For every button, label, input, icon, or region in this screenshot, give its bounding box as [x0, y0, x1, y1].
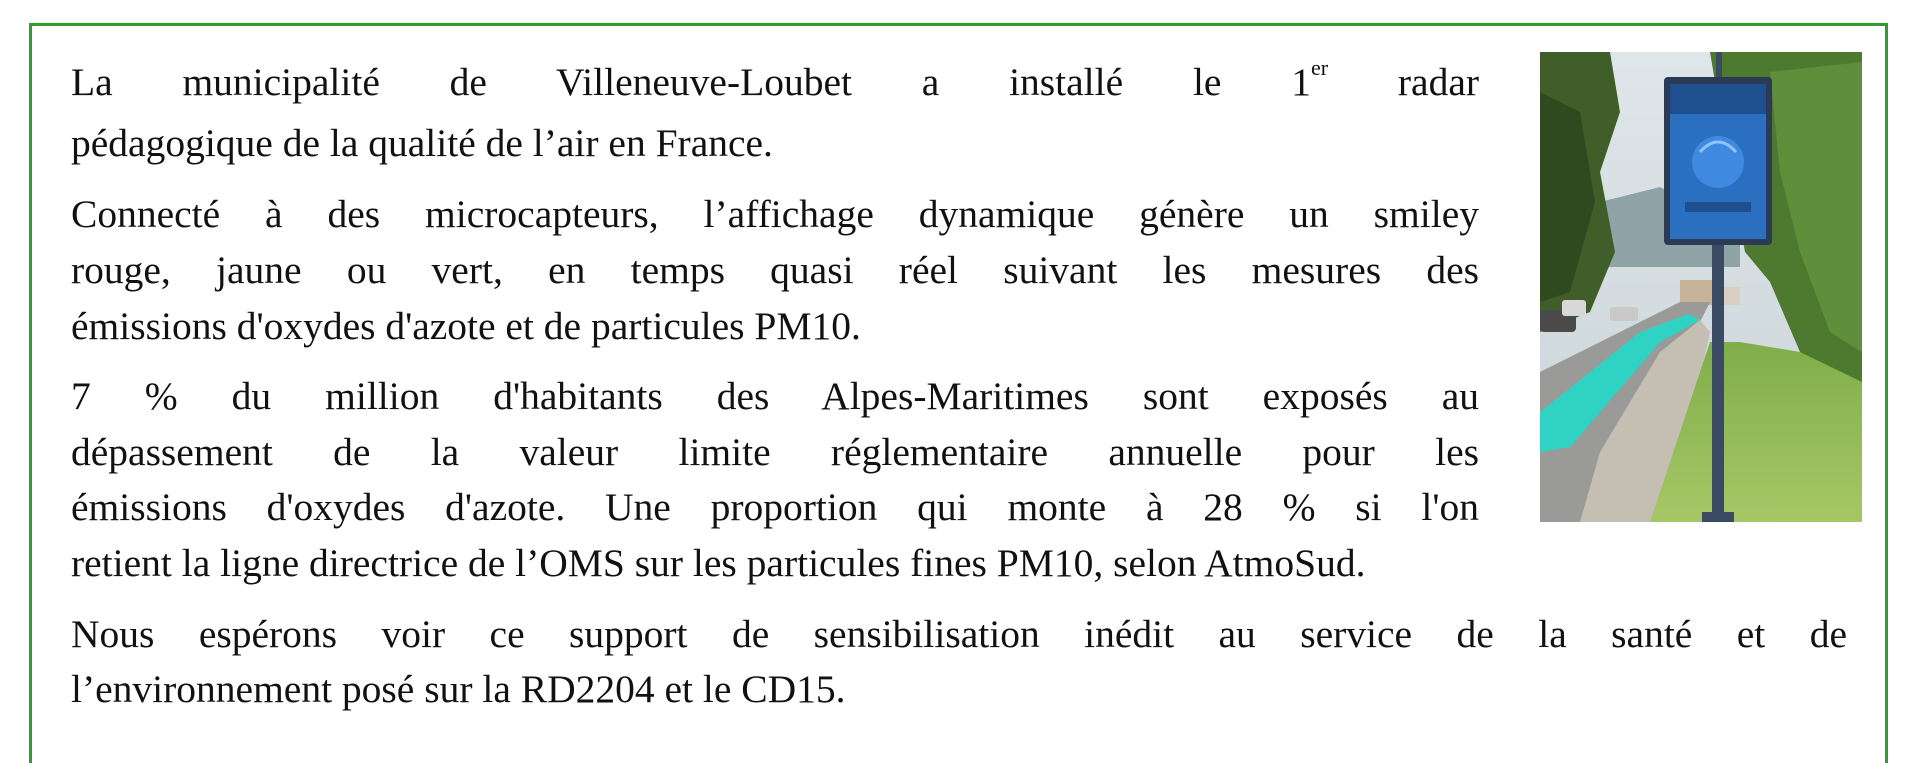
air-quality-radar-photo	[1540, 52, 1862, 522]
ordinal-superscript: er	[1311, 54, 1329, 80]
paragraph-4-line-2: l’environnement posé sur la RD2204 et le CD15.	[71, 667, 846, 711]
paragraph-2-line-1: Connecté à des microcapteurs, l’affichage dynamique génère un smiley	[71, 192, 1479, 236]
paragraph-1-line-1-end: radar	[1328, 60, 1479, 104]
paragraph-1-line-1	[71, 54, 1479, 105]
paragraph-3-line-2: dépassement de la valeur limite réglementaire annuelle pour les	[71, 430, 1479, 474]
paragraph-1-line-1-text: La municipalité de Villeneuve-Loubet a installé le 1	[71, 60, 1311, 104]
paragraph-3-line-4: retient la ligne directrice de l’OMS sur les particules fines PM10, selon AtmoSud.	[71, 541, 1366, 585]
paragraph-4-line-1: Nous espérons voir ce support de sensibilisation inédit au service de la santé et de	[71, 612, 1847, 656]
paragraph-2-line-2: rouge, jaune ou vert, en temps quasi réel suivant les mesures des	[71, 248, 1479, 292]
paragraph-1-line-2: pédagogique de la qualité de l’air en France.	[71, 121, 773, 165]
paragraph-3-line-3: émissions d'oxydes d'azote. Une proportion qui monte à 28 % si l'on	[71, 485, 1479, 529]
paragraph-3-line-1: 7 % du million d'habitants des Alpes-Maritimes sont exposés au	[71, 374, 1479, 418]
paragraph-2-line-3: émissions d'oxydes d'azote et de particules PM10.	[71, 304, 861, 348]
